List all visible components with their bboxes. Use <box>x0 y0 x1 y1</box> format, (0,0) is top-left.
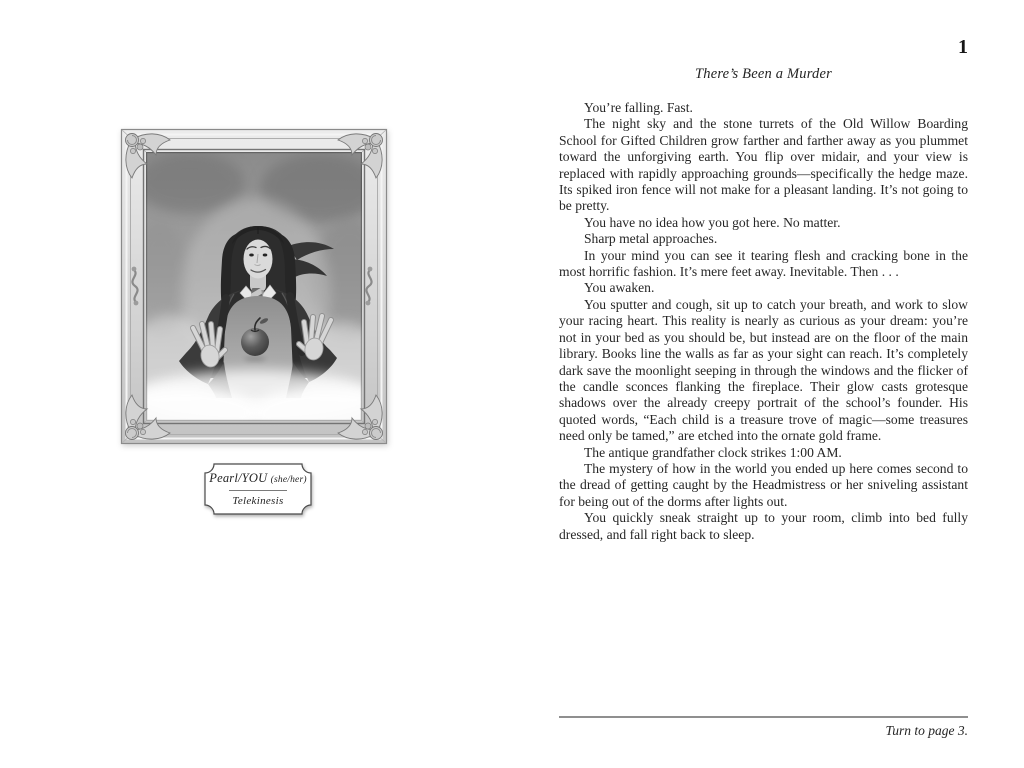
story-paragraph: You have no idea how you got here. No matter. <box>584 214 841 230</box>
character-pronouns: (she/her) <box>270 475 307 485</box>
story-paragraph: You awaken. <box>584 280 655 296</box>
footer-rule <box>559 716 968 718</box>
story-body <box>559 100 968 543</box>
character-portrait <box>120 128 388 518</box>
character-name: Pearl/YOU <box>209 471 268 485</box>
story-paragraph: The mystery of how in the world you ended up here comes second to the dread of getting caught by the Headmistress or her sniveling assistant for being out of the dorms after lights out. <box>559 460 968 509</box>
character-name-row <box>209 471 306 486</box>
story-paragraph: The night sky and the stone turrets of the Old Willow Boarding School for Gifted Children grow farther and farther away as you plummet toward the unforgiving earth. You flip over midair, and your view is replaced with rapidly approaching grounds—specifically the hedge maze. Its spiked iron fence will not make for a pleasant landing. It’s not going to be pretty. <box>559 116 968 214</box>
story-column <box>559 66 968 543</box>
story-paragraph: The antique grandfather clock strikes 1:00 AM. <box>584 444 842 460</box>
character-power: Telekinesis <box>232 495 284 507</box>
turn-to-page-instruction: Turn to page 3. <box>885 723 968 738</box>
portrait-illustration <box>120 128 388 445</box>
story-paragraph: You quickly sneak straight up to your room, climb into bed fully dressed, and fall right back to sleep. <box>559 510 968 542</box>
page-number: 1 <box>958 36 968 58</box>
page-footer <box>559 716 968 739</box>
chapter-title: There’s Been a Murder <box>695 66 832 82</box>
story-paragraph: You sputter and cough, sit up to catch your breath, and work to slow your racing heart. This reality is nearly as curious as your dream: you’re not in your bed as you should be, but instead are on the floor of the main library. Books line the walls as far as your sight can reach. It’s completely dark save the moonlight seeping in through the windows and the flicker of the candle sconces flanking the fireplace. Their glow casts grotesque shadows over the already creepy portrait of the school’s founder. His quoted words, “Each child is a treasure trove of magic—some treasures need only be tamed,” are etched into the ornate gold frame. <box>559 296 968 444</box>
story-paragraph: Sharp metal approaches. <box>584 231 718 247</box>
story-paragraph: You’re falling. Fast. <box>584 100 693 115</box>
story-paragraph: In your mind you can see it tearing flesh and cracking bone in the most horrific fashion. It’s mere feet away. Inevitable. Then . . . <box>559 247 968 280</box>
character-plaque <box>203 462 313 516</box>
plaque-divider <box>229 490 287 491</box>
